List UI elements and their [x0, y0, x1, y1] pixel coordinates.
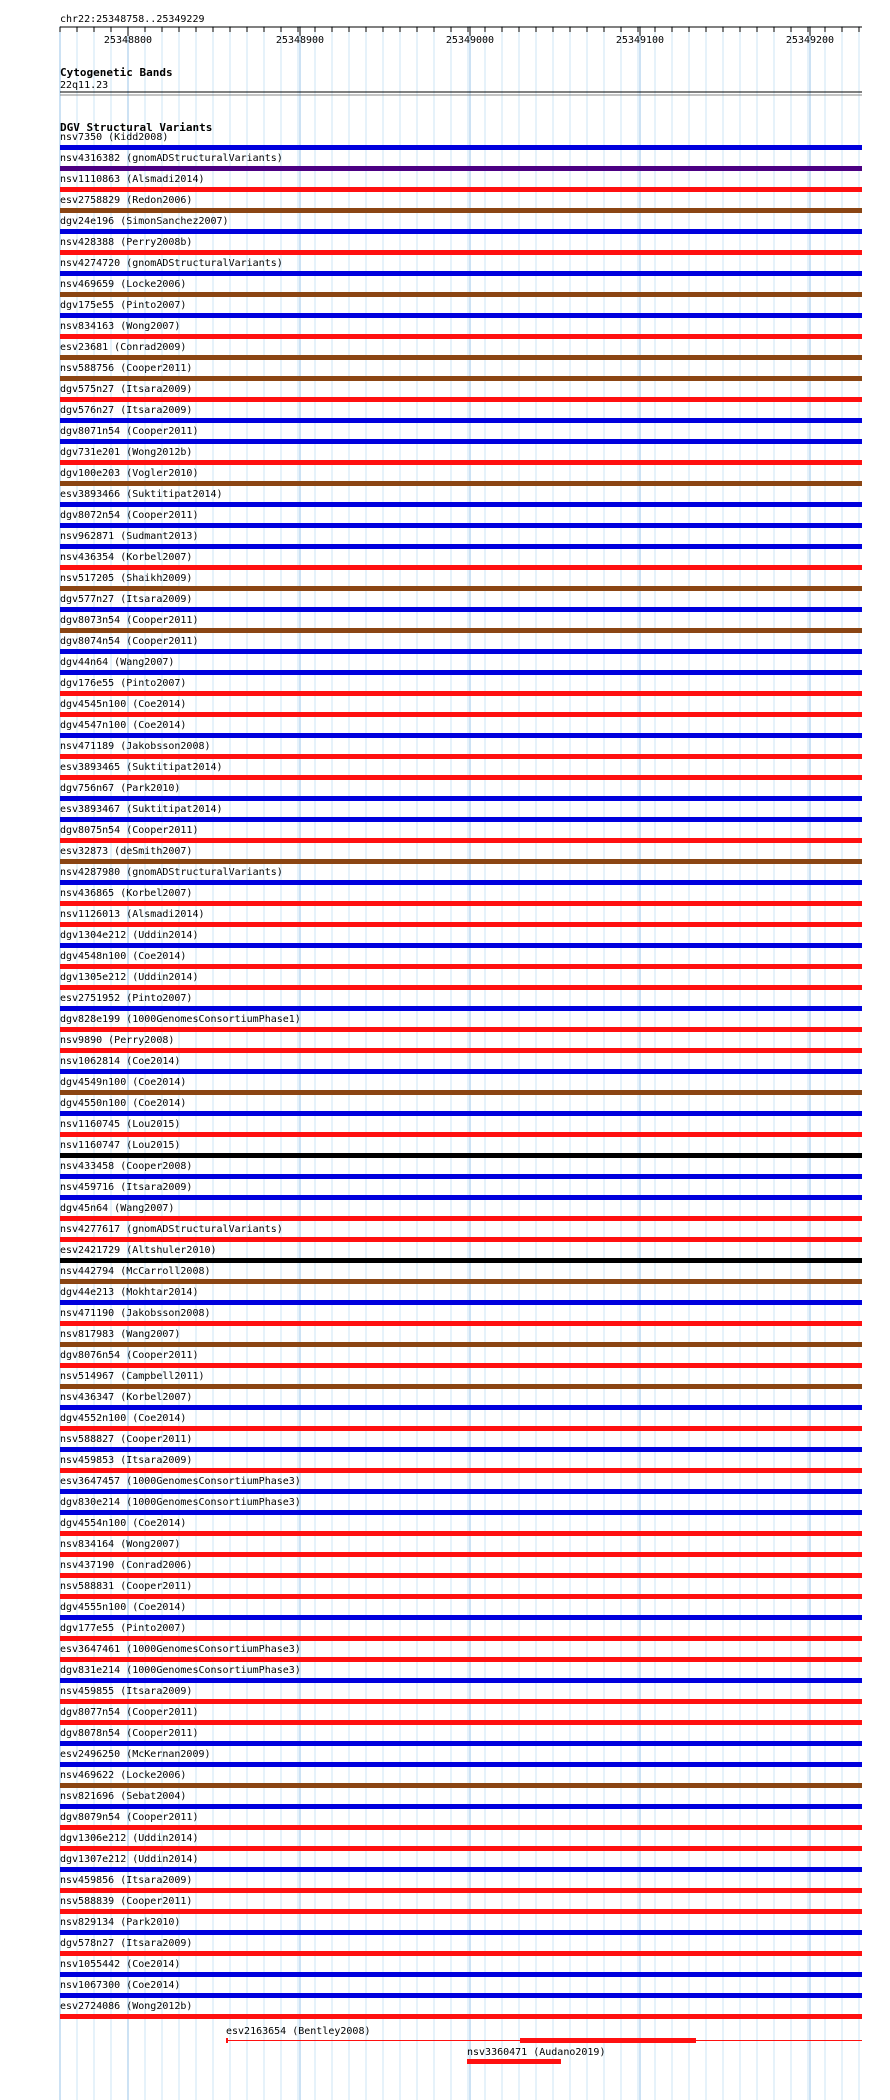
sv-feature-bar[interactable]	[60, 670, 862, 675]
sv-feature-bar[interactable]	[60, 859, 862, 864]
sv-feature-label[interactable]: nsv588839 (Cooper2011)	[60, 1896, 193, 1907]
sv-feature-label[interactable]: dgv177e55 (Pinto2007)	[60, 1623, 187, 1634]
sv-feature-bar[interactable]	[60, 187, 862, 192]
sv-feature-label[interactable]: nsv588831 (Cooper2011)	[60, 1581, 193, 1592]
sv-feature-label[interactable]: dgv1306e212 (Uddin2014)	[60, 1833, 199, 1844]
sv-feature-bar[interactable]	[60, 208, 862, 213]
sv-feature-label[interactable]: dgv1304e212 (Uddin2014)	[60, 930, 199, 941]
sv-feature-bar[interactable]	[60, 1678, 862, 1683]
sv-feature-label[interactable]: nsv437190 (Conrad2006)	[60, 1560, 193, 1571]
sv-feature-bar[interactable]	[60, 1594, 862, 1599]
sv-feature-label[interactable]: dgv1305e212 (Uddin2014)	[60, 972, 199, 983]
sv-feature-label[interactable]: esv3893467 (Suktitipat2014)	[60, 804, 223, 815]
sv-feature-bar[interactable]	[60, 1426, 862, 1431]
sv-feature-label[interactable]: nsv7350 (Kidd2008)	[60, 132, 169, 143]
sv-feature-bar[interactable]	[60, 460, 862, 465]
sv-feature-bar[interactable]	[60, 1489, 862, 1494]
sv-feature-bar[interactable]	[60, 943, 862, 948]
sv-feature-label[interactable]: dgv731e201 (Wong2012b)	[60, 447, 193, 458]
sv-feature-bar[interactable]	[60, 1447, 862, 1452]
sv-feature-label[interactable]: nsv829134 (Park2010)	[60, 1917, 181, 1928]
sv-feature-label[interactable]: dgv8079n54 (Cooper2011)	[60, 1812, 199, 1823]
sv-feature-label[interactable]: nsv471189 (Jakobsson2008)	[60, 741, 211, 752]
sv-feature-label[interactable]: esv32873 (deSmith2007)	[60, 846, 193, 857]
sv-feature-bar[interactable]	[60, 565, 862, 570]
sv-feature-label[interactable]: dgv176e55 (Pinto2007)	[60, 678, 187, 689]
sv-feature-label[interactable]: esv23681 (Conrad2009)	[60, 342, 187, 353]
sv-feature-bar[interactable]	[60, 1573, 862, 1578]
sv-feature-label[interactable]: dgv4547n100 (Coe2014)	[60, 720, 187, 731]
sv-feature-bar[interactable]	[60, 1342, 862, 1347]
sv-feature-bar[interactable]	[60, 1048, 862, 1053]
sv-feature-bar[interactable]	[60, 1468, 862, 1473]
sv-feature-bar[interactable]	[60, 838, 862, 843]
cytoband-label: 22q11.23	[60, 80, 109, 91]
sv-feature-label[interactable]: esv3647461 (1000GenomesConsortiumPhase3)	[60, 1644, 301, 1655]
sv-feature-label[interactable]: nsv9890 (Perry2008)	[60, 1035, 175, 1046]
sv-feature-bar[interactable]	[60, 145, 862, 150]
sv-feature-label[interactable]: dgv8078n54 (Cooper2011)	[60, 1728, 199, 1739]
sv-feature-label[interactable]: nsv428388 (Perry2008b)	[60, 237, 193, 248]
sv-feature-label[interactable]: nsv4316382 (gnomADStructuralVariants)	[60, 153, 283, 164]
sv-feature-label[interactable]: nsv1160745 (Lou2015)	[60, 1119, 181, 1130]
sv-feature-bar[interactable]	[60, 607, 862, 612]
sv-feature-bar[interactable]	[60, 1027, 862, 1032]
sv-feature-label[interactable]: nsv4287980 (gnomADStructuralVariants)	[60, 867, 283, 878]
sv-feature-bar[interactable]	[60, 649, 862, 654]
sv-feature-bar[interactable]	[60, 1321, 862, 1326]
sv-feature-bar[interactable]	[60, 880, 862, 885]
sv-feature-label[interactable]: nsv459856 (Itsara2009)	[60, 1875, 193, 1886]
sv-feature-bar[interactable]	[60, 1909, 862, 1914]
sv-feature-label[interactable]: dgv8075n54 (Cooper2011)	[60, 825, 199, 836]
sv-feature-bar[interactable]	[60, 1510, 862, 1515]
sv-feature-bar[interactable]	[60, 1237, 862, 1242]
sv-feature-bar[interactable]	[60, 1741, 862, 1746]
sv-feature-bar[interactable]	[60, 397, 862, 402]
sv-feature-label[interactable]: dgv4550n100 (Coe2014)	[60, 1098, 187, 1109]
sv-feature-bar[interactable]	[60, 1636, 862, 1641]
sv-feature-bar[interactable]	[60, 1930, 862, 1935]
sv-feature-bar[interactable]	[60, 586, 862, 591]
sv-feature-bar[interactable]	[60, 1111, 862, 1116]
sv-feature-label[interactable]: esv3893465 (Suktitipat2014)	[60, 762, 223, 773]
sv-feature-label[interactable]: dgv44n64 (Wang2007)	[60, 657, 175, 668]
coordinate-label: chr22:25348758..25349229	[60, 14, 205, 25]
sv-feature-bar[interactable]	[60, 355, 862, 360]
sv-feature-label[interactable]: dgv830e214 (1000GenomesConsortiumPhase3)	[60, 1497, 301, 1508]
sv-feature-bar[interactable]	[60, 1867, 862, 1872]
sv-feature-label[interactable]: esv3893466 (Suktitipat2014)	[60, 489, 223, 500]
sv-feature-bar[interactable]	[60, 376, 862, 381]
sv-feature-bar[interactable]	[60, 922, 862, 927]
sv-feature-bar[interactable]	[60, 1951, 862, 1956]
sv-feature-label[interactable]: dgv756n67 (Park2010)	[60, 783, 181, 794]
ruler-tick-label: 25349100	[615, 35, 665, 46]
sv-feature-label[interactable]: nsv834164 (Wong2007)	[60, 1539, 181, 1550]
sv-feature-bar[interactable]	[467, 2059, 561, 2064]
sv-feature-bar[interactable]	[60, 334, 862, 339]
sv-feature-bar[interactable]	[60, 418, 862, 423]
sv-feature-bar[interactable]	[60, 1384, 862, 1389]
sv-feature-label[interactable]: dgv576n27 (Itsara2009)	[60, 405, 193, 416]
sv-feature-label[interactable]: esv2758829 (Redon2006)	[60, 195, 193, 206]
sv-feature-label[interactable]: dgv575n27 (Itsara2009)	[60, 384, 193, 395]
sv-feature-bar[interactable]	[60, 985, 862, 990]
sv-feature-label[interactable]: dgv100e203 (Vogler2010)	[60, 468, 199, 479]
sv-feature-label[interactable]: nsv436354 (Korbel2007)	[60, 552, 193, 563]
sv-feature-label[interactable]: esv2751952 (Pinto2007)	[60, 993, 193, 1004]
sv-feature-bar[interactable]	[60, 1615, 862, 1620]
sv-feature-bar[interactable]	[60, 1258, 862, 1263]
sv-feature-bar[interactable]	[60, 292, 862, 297]
ruler-tick-label: 25349200	[785, 35, 835, 46]
sv-feature-bar[interactable]	[60, 1531, 862, 1536]
sv-feature-bar[interactable]	[60, 1006, 862, 1011]
sv-feature-bar[interactable]	[60, 1069, 862, 1074]
sv-feature-bar[interactable]	[60, 1972, 862, 1977]
sv-feature-bar[interactable]	[60, 1216, 862, 1221]
sv-feature-bar[interactable]	[60, 271, 862, 276]
sv-feature-bar[interactable]	[60, 1762, 862, 1767]
sv-feature-bar[interactable]	[60, 901, 862, 906]
sv-feature-label[interactable]: nsv469622 (Locke2006)	[60, 1770, 187, 1781]
sv-feature-bar[interactable]	[60, 1279, 862, 1284]
sv-feature-label[interactable]: dgv45n64 (Wang2007)	[60, 1203, 175, 1214]
sv-feature-label[interactable]: dgv8071n54 (Cooper2011)	[60, 426, 199, 437]
sv-feature-label[interactable]: dgv8076n54 (Cooper2011)	[60, 1350, 199, 1361]
sv-feature-bar[interactable]	[60, 502, 862, 507]
sv-feature-label[interactable]: esv2421729 (Altshuler2010)	[60, 1245, 217, 1256]
ruler-tick-label: 25349000	[445, 35, 495, 46]
sv-feature-label[interactable]: dgv175e55 (Pinto2007)	[60, 300, 187, 311]
sv-feature-label[interactable]: nsv4274720 (gnomADStructuralVariants)	[60, 258, 283, 269]
sv-feature-bar[interactable]	[60, 1993, 862, 1998]
sv-feature-bar[interactable]	[60, 1405, 862, 1410]
sv-feature-bar[interactable]	[60, 754, 862, 759]
sv-feature-bar[interactable]	[60, 1720, 862, 1725]
sv-feature-label[interactable]: esv2163654 (Bentley2008)	[226, 2026, 371, 2037]
sv-feature-label[interactable]: nsv1067300 (Coe2014)	[60, 1980, 181, 1991]
sv-feature-label[interactable]: dgv4555n100 (Coe2014)	[60, 1602, 187, 1613]
sv-feature-bar[interactable]	[60, 1195, 862, 1200]
sv-feature-label[interactable]: esv2724086 (Wong2012b)	[60, 2001, 193, 2012]
sv-feature-bar[interactable]	[60, 796, 862, 801]
sv-feature-bar[interactable]	[60, 712, 862, 717]
sv-feature-label[interactable]: nsv514967 (Campbell2011)	[60, 1371, 205, 1382]
sv-feature-label[interactable]: nsv1126013 (Alsmadi2014)	[60, 909, 205, 920]
sv-feature-bar[interactable]	[60, 229, 862, 234]
sv-feature-label[interactable]: nsv3360471 (Audano2019)	[467, 2047, 606, 2058]
sv-feature-label[interactable]: nsv962871 (Sudmant2013)	[60, 531, 199, 542]
sv-feature-label[interactable]: nsv817983 (Wang2007)	[60, 1329, 181, 1340]
sv-feature-bar[interactable]	[60, 1300, 862, 1305]
sv-feature-label[interactable]: dgv1307e212 (Uddin2014)	[60, 1854, 199, 1865]
sv-feature-label[interactable]: nsv471190 (Jakobsson2008)	[60, 1308, 211, 1319]
sv-feature-bar[interactable]	[60, 523, 862, 528]
sv-feature-label[interactable]: dgv8072n54 (Cooper2011)	[60, 510, 199, 521]
sv-feature-bar[interactable]	[60, 1363, 862, 1368]
sv-feature-bar[interactable]	[60, 481, 862, 486]
sv-feature-label[interactable]: nsv1055442 (Coe2014)	[60, 1959, 181, 1970]
ruler-tick-label: 25348900	[275, 35, 325, 46]
sv-feature-label[interactable]: dgv577n27 (Itsara2009)	[60, 594, 193, 605]
sv-feature-label[interactable]: nsv4277617 (gnomADStructuralVariants)	[60, 1224, 283, 1235]
sv-feature-bar[interactable]	[60, 1174, 862, 1179]
sv-feature-bar[interactable]	[60, 817, 862, 822]
sv-feature-bar[interactable]	[60, 439, 862, 444]
sv-feature-label[interactable]: dgv4545n100 (Coe2014)	[60, 699, 187, 710]
sv-feature-bar[interactable]	[60, 313, 862, 318]
sv-feature-label[interactable]: dgv831e214 (1000GenomesConsortiumPhase3)	[60, 1665, 301, 1676]
sv-feature-label[interactable]: nsv1062814 (Coe2014)	[60, 1056, 181, 1067]
sv-feature-label[interactable]: dgv4552n100 (Coe2014)	[60, 1413, 187, 1424]
sv-feature-bar[interactable]	[60, 1699, 862, 1704]
sv-feature-label[interactable]: nsv588756 (Cooper2011)	[60, 363, 193, 374]
sv-feature-bar[interactable]	[60, 1153, 862, 1158]
sv-feature-label[interactable]: dgv4549n100 (Coe2014)	[60, 1077, 187, 1088]
sv-feature-bar[interactable]	[60, 1090, 862, 1095]
sv-feature-label[interactable]: nsv459853 (Itsara2009)	[60, 1455, 193, 1466]
sv-feature-label[interactable]: dgv24e196 (SimonSanchez2007)	[60, 216, 229, 227]
sv-feature-bar[interactable]	[60, 1804, 862, 1809]
sv-feature-label[interactable]: nsv459716 (Itsara2009)	[60, 1182, 193, 1193]
sv-feature-bar[interactable]	[60, 1783, 862, 1788]
sv-feature-bar[interactable]	[60, 2014, 862, 2019]
sv-feature-bar[interactable]	[60, 1657, 862, 1662]
sv-feature-label[interactable]: nsv834163 (Wong2007)	[60, 321, 181, 332]
dgv-track-title[interactable]: DGV Structural Variants	[60, 121, 213, 134]
sv-feature-label[interactable]: nsv1110863 (Alsmadi2014)	[60, 174, 205, 185]
sv-feature-bar[interactable]	[60, 166, 862, 171]
sv-feature-label[interactable]: dgv8074n54 (Cooper2011)	[60, 636, 199, 647]
sv-feature-span	[226, 2040, 862, 2041]
ruler-tick-label: 25348800	[103, 35, 153, 46]
cytobands-title: Cytogenetic Bands	[60, 66, 173, 79]
sv-feature-bar[interactable]	[60, 691, 862, 696]
sv-feature-label[interactable]: dgv8077n54 (Cooper2011)	[60, 1707, 199, 1718]
sv-feature-bar[interactable]	[60, 733, 862, 738]
sv-feature-label[interactable]: dgv8073n54 (Cooper2011)	[60, 615, 199, 626]
sv-feature-bar[interactable]	[60, 964, 862, 969]
sv-feature-label[interactable]: dgv828e199 (1000GenomesConsortiumPhase1)	[60, 1014, 301, 1025]
sv-feature-label[interactable]: nsv436865 (Korbel2007)	[60, 888, 193, 899]
sv-feature-label[interactable]: dgv4548n100 (Coe2014)	[60, 951, 187, 962]
sv-feature-label[interactable]: dgv4554n100 (Coe2014)	[60, 1518, 187, 1529]
sv-feature-bar[interactable]	[60, 1552, 862, 1557]
sv-feature-label[interactable]: dgv44e213 (Mokhtar2014)	[60, 1287, 199, 1298]
sv-feature-label[interactable]: nsv469659 (Locke2006)	[60, 279, 187, 290]
sv-feature-label[interactable]: dgv578n27 (Itsara2009)	[60, 1938, 193, 1949]
sv-feature-bar[interactable]	[60, 1132, 862, 1137]
sv-feature-bar[interactable]	[60, 1888, 862, 1893]
sv-feature-label[interactable]: esv2496250 (McKernan2009)	[60, 1749, 211, 1760]
sv-feature-label[interactable]: nsv459855 (Itsara2009)	[60, 1686, 193, 1697]
sv-feature-bar[interactable]	[60, 544, 862, 549]
sv-feature-label[interactable]: nsv442794 (McCarroll2008)	[60, 1266, 211, 1277]
sv-feature-bar[interactable]	[60, 1825, 862, 1830]
sv-feature-label[interactable]: nsv433458 (Cooper2008)	[60, 1161, 193, 1172]
sv-feature-label[interactable]: esv3647457 (1000GenomesConsortiumPhase3)	[60, 1476, 301, 1487]
sv-feature-label[interactable]: nsv1160747 (Lou2015)	[60, 1140, 181, 1151]
sv-feature-label[interactable]: nsv821696 (Sebat2004)	[60, 1791, 187, 1802]
sv-feature-label[interactable]: nsv517205 (Shaikh2009)	[60, 573, 193, 584]
sv-feature-bar[interactable]	[60, 1846, 862, 1851]
sv-feature-bar[interactable]	[60, 250, 862, 255]
sv-feature-bar[interactable]	[60, 628, 862, 633]
sv-feature-label[interactable]: nsv436347 (Korbel2007)	[60, 1392, 193, 1403]
sv-feature-label[interactable]: nsv588827 (Cooper2011)	[60, 1434, 193, 1445]
sv-feature-bar[interactable]	[60, 775, 862, 780]
